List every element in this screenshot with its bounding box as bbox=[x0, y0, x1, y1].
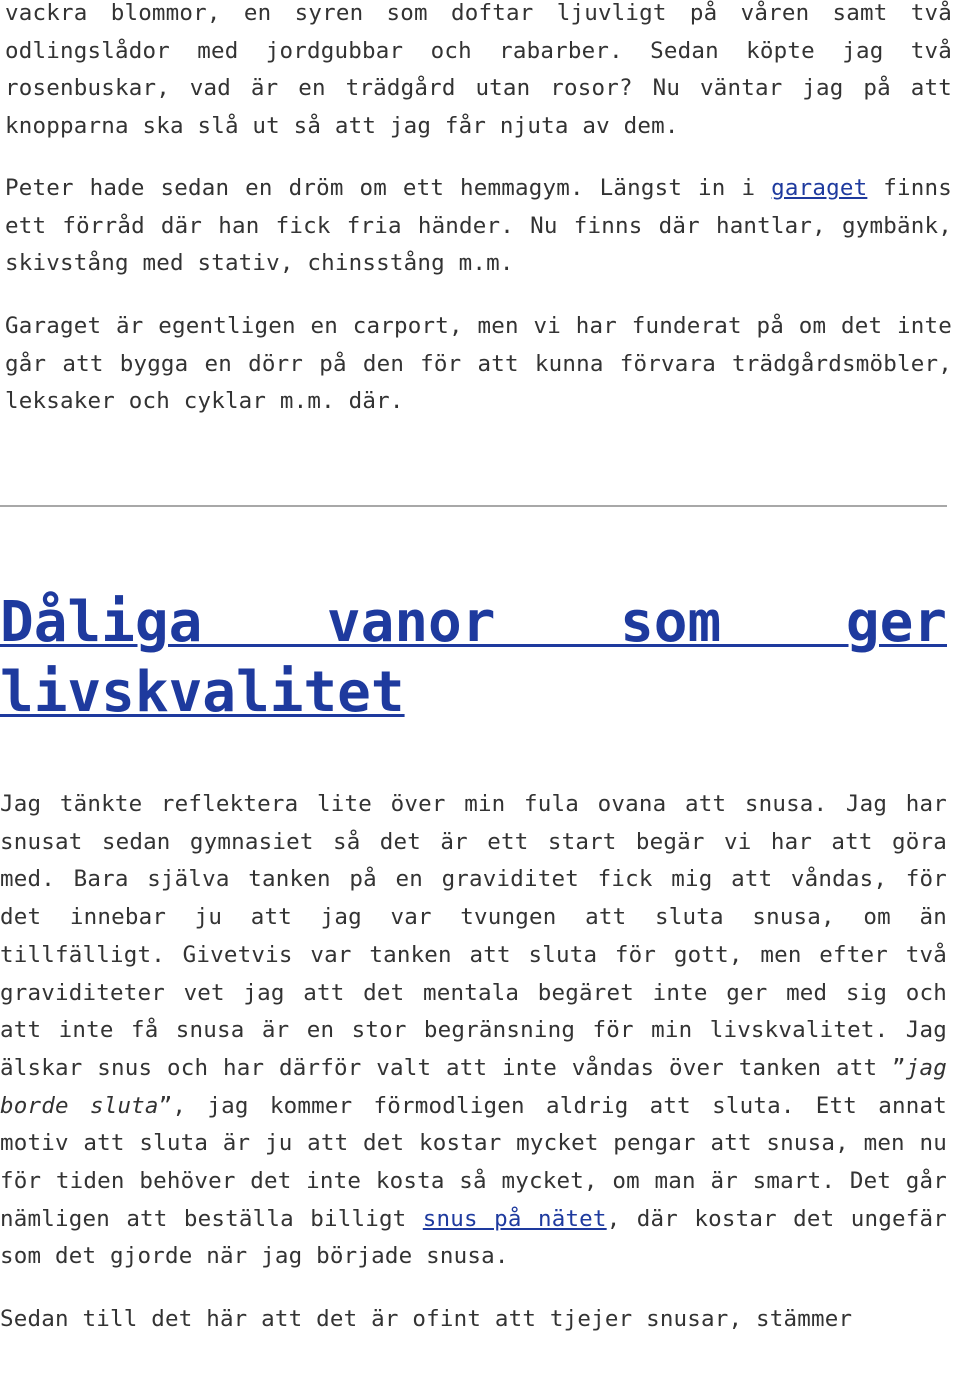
paragraph-snus-text-c: , där kostar det ungefär som det gjorde när jag började snusa. bbox=[0, 1205, 947, 1270]
paragraph-garden bbox=[5, 0, 952, 146]
paragraph-gym-text-end: finns ett förråd där han fick fria händer. Nu finns där hantlar, gymbänk, skivstång med stativ, chinsstång m.m. bbox=[5, 174, 953, 277]
post-title bbox=[0, 588, 947, 728]
paragraph-carport-text: Garaget är egentligen en carport, men vi har funderat på om det inte går att bygga en dörr på den för att kunna förvara trädgårdsmöbler, leksaker och cyklar m.m. där. bbox=[5, 312, 952, 415]
post-divider bbox=[0, 505, 947, 507]
snus-pa-natet-link[interactable]: snus på nätet bbox=[422, 1205, 607, 1232]
paragraph-snus-text-a: Jag tänkte reflektera lite över min fula ovana att snusa. Jag har snusat sedan gymnasiet så det är ett start begär vi har att göra med. Bara själva tanken på en graviditet fick mig att våndas, för det innebar ju att jag var tvungen att sluta snusa, om än tillfälligt. Givetvis var tanken att sluta för gott, men efter två graviditeter vet jag att det mentala begäret inte ger med sig och att inte få snusa är en stor begränsning för min livskvalitet. Jag älskar snus och har därför valt att inte våndas över tanken att ” bbox=[0, 791, 947, 1081]
post-body bbox=[0, 786, 947, 1339]
paragraph-snus-emphasis: jag borde sluta bbox=[0, 1054, 947, 1119]
article-page bbox=[5, 0, 952, 421]
paragraph-girls-snus-text: Sedan till det här att det är ofint att tjejer snusar, stämmer bbox=[0, 1306, 853, 1333]
paragraph-carport bbox=[5, 308, 952, 421]
paragraph-gym-text-start: Peter hade sedan en dröm om ett hemmagym. Längst in i bbox=[5, 174, 772, 201]
garaget-link[interactable]: garaget bbox=[771, 174, 868, 201]
paragraph-gym bbox=[5, 170, 952, 283]
paragraph-snus-text-b: ”, jag kommer förmodligen aldrig att sluta. Ett annat motiv att sluta är ju att det kostar mycket pengar att snusa, men nu för tiden behöver det inte kosta så mycket, om man är smart. Det går nämligen att beställa billigt bbox=[0, 1092, 947, 1232]
paragraph-garden-text: vackra blommor, en syren som doftar ljuvligt på våren samt två odlingslådor med jordgubbar och rabarber. Sedan köpte jag två rosenbuskar, vad är en trädgård utan rosor? Nu väntar jag på att knopparna ska slå ut så att jag får njuta av dem. bbox=[5, 0, 952, 140]
paragraph-girls-snus bbox=[0, 1301, 947, 1339]
post-title-link[interactable]: Dåliga vanor som ger livskvalitet bbox=[0, 590, 947, 725]
paragraph-snus bbox=[0, 786, 947, 1276]
